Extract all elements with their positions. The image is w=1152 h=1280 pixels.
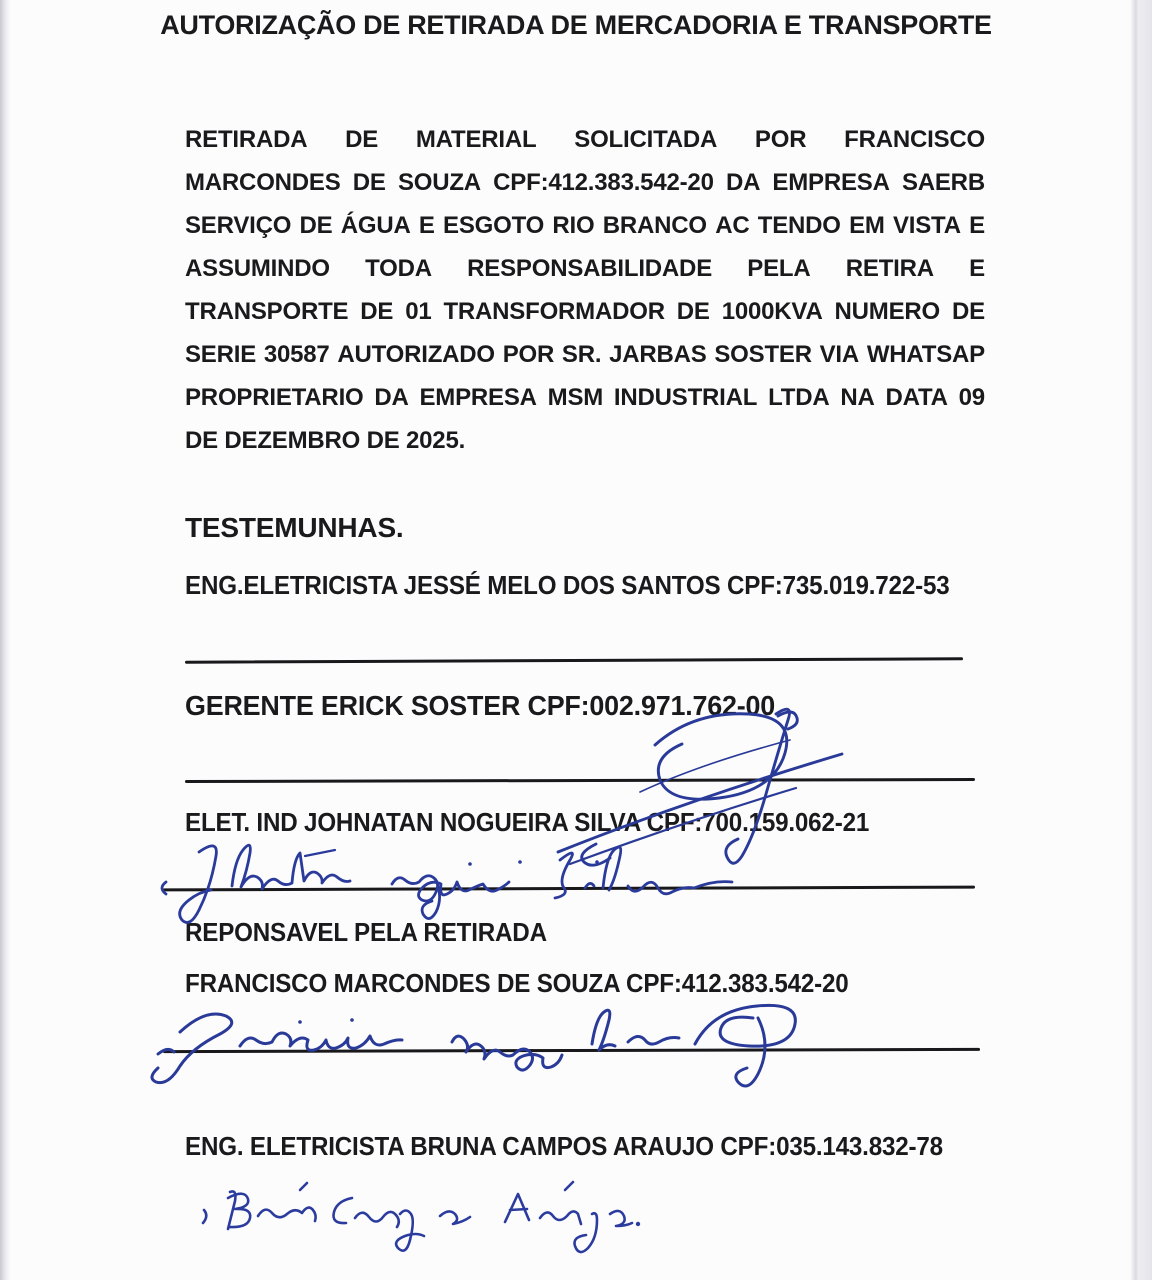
- body-line: PROPRIETARIO DA EMPRESA MSM INDUSTRIAL LTDA NA DATA 09: [185, 384, 985, 411]
- engineer-bruna-line: ENG. ELETRICISTA BRUNA CAMPOS ARAUJO CPF:035.143.832-78: [185, 1131, 943, 1161]
- witness-johnatan-line: ELET. IND JOHNATAN NOGUEIRA SILVA CPF:700.159.062-21: [185, 807, 870, 837]
- body-paragraph: [185, 118, 985, 462]
- body-line: RETIRADA DE MATERIAL SOLICITADA POR FRANCISCO: [185, 126, 985, 153]
- body-line: SERVIÇO DE ÁGUA E ESGOTO RIO BRANCO AC TENDO EM VISTA E: [185, 212, 985, 239]
- body-line: SERIE 30587 AUTORIZADO POR SR. JARBAS SOSTER VIA WHATSAP: [185, 341, 985, 368]
- francisco-souza-signature: [152, 1005, 795, 1086]
- responsible-heading: REPONSAVEL PELA RETIRADA: [185, 917, 547, 947]
- responsible-name-line: FRANCISCO MARCONDES DE SOUZA CPF:412.383.542-20: [185, 968, 849, 998]
- bruna-araujo-signature: [203, 1182, 640, 1252]
- witness-erick-line: GERENTE ERICK SOSTER CPF:002.971.762-00: [185, 690, 776, 721]
- body-line: TRANSPORTE DE 01 TRANSFORMADOR DE 1000KVA NUMERO DE: [185, 298, 985, 325]
- body-line: DE DEZEMBRO DE 2025.: [185, 427, 466, 454]
- erick-soster-signature: [558, 709, 842, 865]
- scan-edge-left: [0, 0, 11, 1280]
- signature-rule-johnatan: [163, 886, 975, 892]
- signature-rule-francisco: [163, 1048, 980, 1053]
- signature-rule-erick: [185, 778, 975, 783]
- witnesses-heading: TESTEMUNHAS.: [185, 512, 404, 543]
- body-line: ASSUMINDO TODA RESPONSABILIDADE PELA RETIRA E: [185, 255, 985, 282]
- body-line: MARCONDES DE SOUZA CPF:412.383.542-20 DA EMPRESA SAERB: [185, 169, 985, 196]
- document-title: AUTORIZAÇÃO DE RETIRADA DE MERCADORIA E TRANSPORTE: [160, 10, 992, 40]
- scan-edge-right: [1130, 0, 1152, 1280]
- witness-jesse-line: ENG.ELETRICISTA JESSÉ MELO DOS SANTOS CPF:735.019.722-53: [185, 570, 950, 600]
- signature-rule-jesse: [185, 657, 963, 663]
- johnatan-silva-signature: [162, 845, 732, 922]
